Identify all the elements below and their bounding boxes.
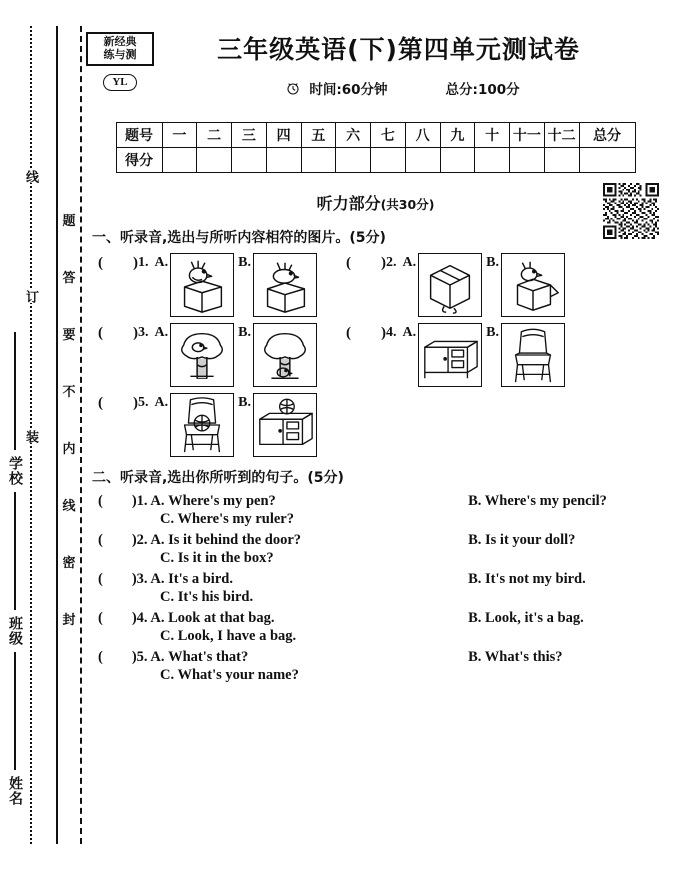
series-badge: YL [103, 74, 137, 91]
student-info-label-school: 学校 [7, 456, 23, 486]
list-item [98, 649, 665, 684]
option-s2-5c[interactable]: C. What's your name? [160, 667, 299, 683]
picture-question-row [98, 393, 665, 457]
score-cell-11[interactable] [510, 148, 545, 173]
option-s2-2b[interactable]: B. Is it your doll? [468, 532, 576, 548]
paper-header [86, 26, 665, 118]
score-table-col-5: 五 [301, 123, 336, 148]
exam-meta-line [86, 78, 665, 98]
answer-blank-4[interactable]: ( ) [346, 325, 386, 341]
bird-in-tree-icon[interactable] [170, 323, 234, 387]
option-s2-5b[interactable]: B. What's this? [468, 649, 563, 665]
bird-under-tree-icon[interactable] [253, 323, 317, 387]
publisher-stamp [86, 32, 154, 66]
table-row-scores [116, 148, 635, 173]
list-item [98, 610, 665, 645]
margin-solid-rule [56, 26, 58, 844]
seal-char-4: 内 [62, 442, 76, 457]
picture-question-1 [98, 253, 346, 317]
score-table-head-label: 题号 [116, 123, 162, 148]
score-cell-3[interactable] [232, 148, 267, 173]
bird-in-box-icon[interactable] [170, 253, 234, 317]
question-number-4: 4. [386, 325, 397, 340]
option-s2-3c[interactable]: C. It's his bird. [160, 589, 254, 605]
student-info-column [2, 150, 28, 810]
score-table-col-3: 三 [232, 123, 267, 148]
closed-box-icon[interactable] [418, 253, 482, 317]
listening-banner-points: (共30分) [380, 197, 435, 212]
publisher-stamp-line2: 练与测 [103, 47, 137, 61]
section-one-picture-grid [98, 253, 665, 457]
option-s2-5a[interactable]: What's that? [168, 649, 249, 665]
score-cell-5[interactable] [301, 148, 336, 173]
score-cell-4[interactable] [266, 148, 301, 173]
answer-blank-3[interactable]: ( ) [98, 325, 138, 341]
score-cell-2[interactable] [197, 148, 232, 173]
score-table-col-11: 十一 [510, 123, 545, 148]
page-title: 三年级英语(下)第四单元测试卷 [217, 35, 580, 64]
fold-mark-ding: 订 [23, 290, 38, 303]
score-cell-8[interactable] [405, 148, 440, 173]
score-table-score-label: 得分 [116, 148, 162, 173]
score-table-col-6: 六 [336, 123, 371, 148]
option-s2-1b[interactable]: B. Where's my pencil? [468, 493, 607, 509]
score-table [116, 122, 636, 173]
seal-margin-area [0, 0, 86, 870]
score-cell-1[interactable] [162, 148, 197, 173]
question-number-3: 3. [138, 325, 149, 340]
option-s2-2c[interactable]: C. Is it in the box? [160, 550, 274, 566]
score-cell-12[interactable] [544, 148, 579, 173]
section-two-heading: 二、听录音,选出你所听到的句子。(5分) [92, 470, 344, 486]
option-s2-3b[interactable]: B. It's not my bird. [468, 571, 586, 587]
option-label-2a: A. [402, 255, 417, 270]
score-cell-9[interactable] [440, 148, 475, 173]
exam-paper-body [86, 0, 681, 870]
publisher-logo-block [86, 32, 154, 91]
score-table-col-9: 九 [440, 123, 475, 148]
seal-char-5: 线 [62, 499, 76, 514]
ball-on-desk-icon[interactable] [253, 393, 317, 457]
answer-blank-s2-4[interactable]: ( )4. A. [98, 610, 169, 626]
seal-dashed-line [80, 26, 82, 844]
score-table-col-7: 七 [371, 123, 406, 148]
picture-question-3 [98, 323, 346, 387]
student-info-label-class: 班级 [7, 616, 23, 646]
answer-blank-2[interactable]: ( ) [346, 255, 386, 271]
table-row-question-numbers [116, 123, 635, 148]
score-cell-6[interactable] [336, 148, 371, 173]
answer-blank-s2-5[interactable]: ( )5. A. [98, 649, 169, 665]
exam-total-label: 总分:100分 [445, 82, 520, 98]
student-info-rule [14, 332, 16, 450]
score-cell-10[interactable] [475, 148, 510, 173]
exam-time-label: 时间:60分钟 [309, 82, 388, 98]
student-info-rule [14, 652, 16, 770]
seal-char-2: 要 [62, 328, 76, 343]
seal-char-7: 封 [62, 613, 76, 628]
option-label-4b: B. [486, 325, 499, 340]
listening-banner [86, 191, 665, 214]
option-label-3a: A. [154, 325, 169, 340]
option-label-1a: A. [154, 255, 169, 270]
seal-char-3: 不 [62, 385, 76, 400]
answer-blank-s2-2[interactable]: ( )2. A. [98, 532, 169, 548]
score-table-col-8: 八 [405, 123, 440, 148]
answer-blank-1[interactable]: ( ) [98, 255, 138, 271]
student-info-class [5, 490, 25, 650]
qr-code-icon[interactable] [603, 183, 659, 239]
seal-char-0: 题 [62, 214, 76, 229]
option-s2-2a[interactable]: Is it behind the door? [168, 532, 302, 548]
answer-blank-s2-3[interactable]: ( )3. A. [98, 571, 169, 587]
student-info-rule [14, 492, 16, 610]
score-table-total-header: 总分 [579, 123, 635, 148]
score-table-col-12: 十二 [544, 123, 579, 148]
score-table-col-2: 二 [197, 123, 232, 148]
option-s2-4c[interactable]: C. Look, I have a bag. [160, 628, 297, 644]
question-number-5: 5. [138, 395, 149, 410]
option-s2-4b[interactable]: B. Look, it's a bag. [468, 610, 584, 626]
score-table-col-1: 一 [162, 123, 197, 148]
listening-banner-title: 听力部分 [316, 194, 381, 213]
bird-on-closed-box-icon[interactable] [253, 253, 317, 317]
picture-question-row [98, 323, 665, 387]
option-label-5a: A. [154, 395, 169, 410]
picture-question-2 [346, 253, 594, 317]
question-number-2: 2. [386, 255, 397, 270]
list-item [98, 532, 665, 567]
chair-icon[interactable] [501, 323, 565, 387]
option-label-4a: A. [402, 325, 417, 340]
score-cell-7[interactable] [371, 148, 406, 173]
option-s2-1c[interactable]: C. Where's my ruler? [160, 511, 294, 527]
seal-char-6: 密 [62, 556, 76, 571]
option-s2-4a[interactable]: Look at that bag. [168, 610, 275, 626]
option-s2-1a[interactable]: Where's my pen? [168, 493, 276, 509]
score-table-col-4: 四 [266, 123, 301, 148]
seal-char-1: 答 [62, 271, 76, 286]
publisher-stamp-line1: 新经典 [103, 35, 137, 48]
listening-banner-row [86, 191, 665, 217]
fold-mark-xian: 线 [23, 170, 38, 183]
student-info-school [5, 330, 25, 490]
answer-blank-s2-1[interactable]: ( )1. A. [98, 493, 169, 509]
option-s2-3a[interactable]: It's a bird. [168, 571, 233, 587]
ball-on-chair-icon[interactable] [170, 393, 234, 457]
picture-question-5 [98, 393, 346, 457]
option-label-3b: B. [238, 325, 251, 340]
alarm-clock-icon [285, 80, 301, 96]
fold-mark-zhuang: 装 [23, 430, 38, 443]
seal-warning-text [60, 215, 78, 671]
score-table-col-10: 十 [475, 123, 510, 148]
option-label-5b: B. [238, 395, 251, 410]
question-number-1: 1. [138, 255, 149, 270]
student-info-name [5, 650, 25, 810]
option-label-2b: B. [486, 255, 499, 270]
score-cell-total[interactable] [579, 148, 635, 173]
list-item [98, 493, 665, 528]
picture-question-4 [346, 323, 594, 387]
student-info-label-name: 姓名 [7, 776, 23, 806]
desk-icon[interactable] [418, 323, 482, 387]
answer-blank-5[interactable]: ( ) [98, 395, 138, 411]
section-one-heading: 一、听录音,选出与所听内容相符的图片。(5分) [92, 230, 386, 246]
picture-question-row [98, 253, 665, 317]
option-label-1b: B. [238, 255, 251, 270]
section-two-question-list [98, 493, 665, 684]
list-item [98, 571, 665, 606]
bird-in-open-box-icon[interactable] [501, 253, 565, 317]
